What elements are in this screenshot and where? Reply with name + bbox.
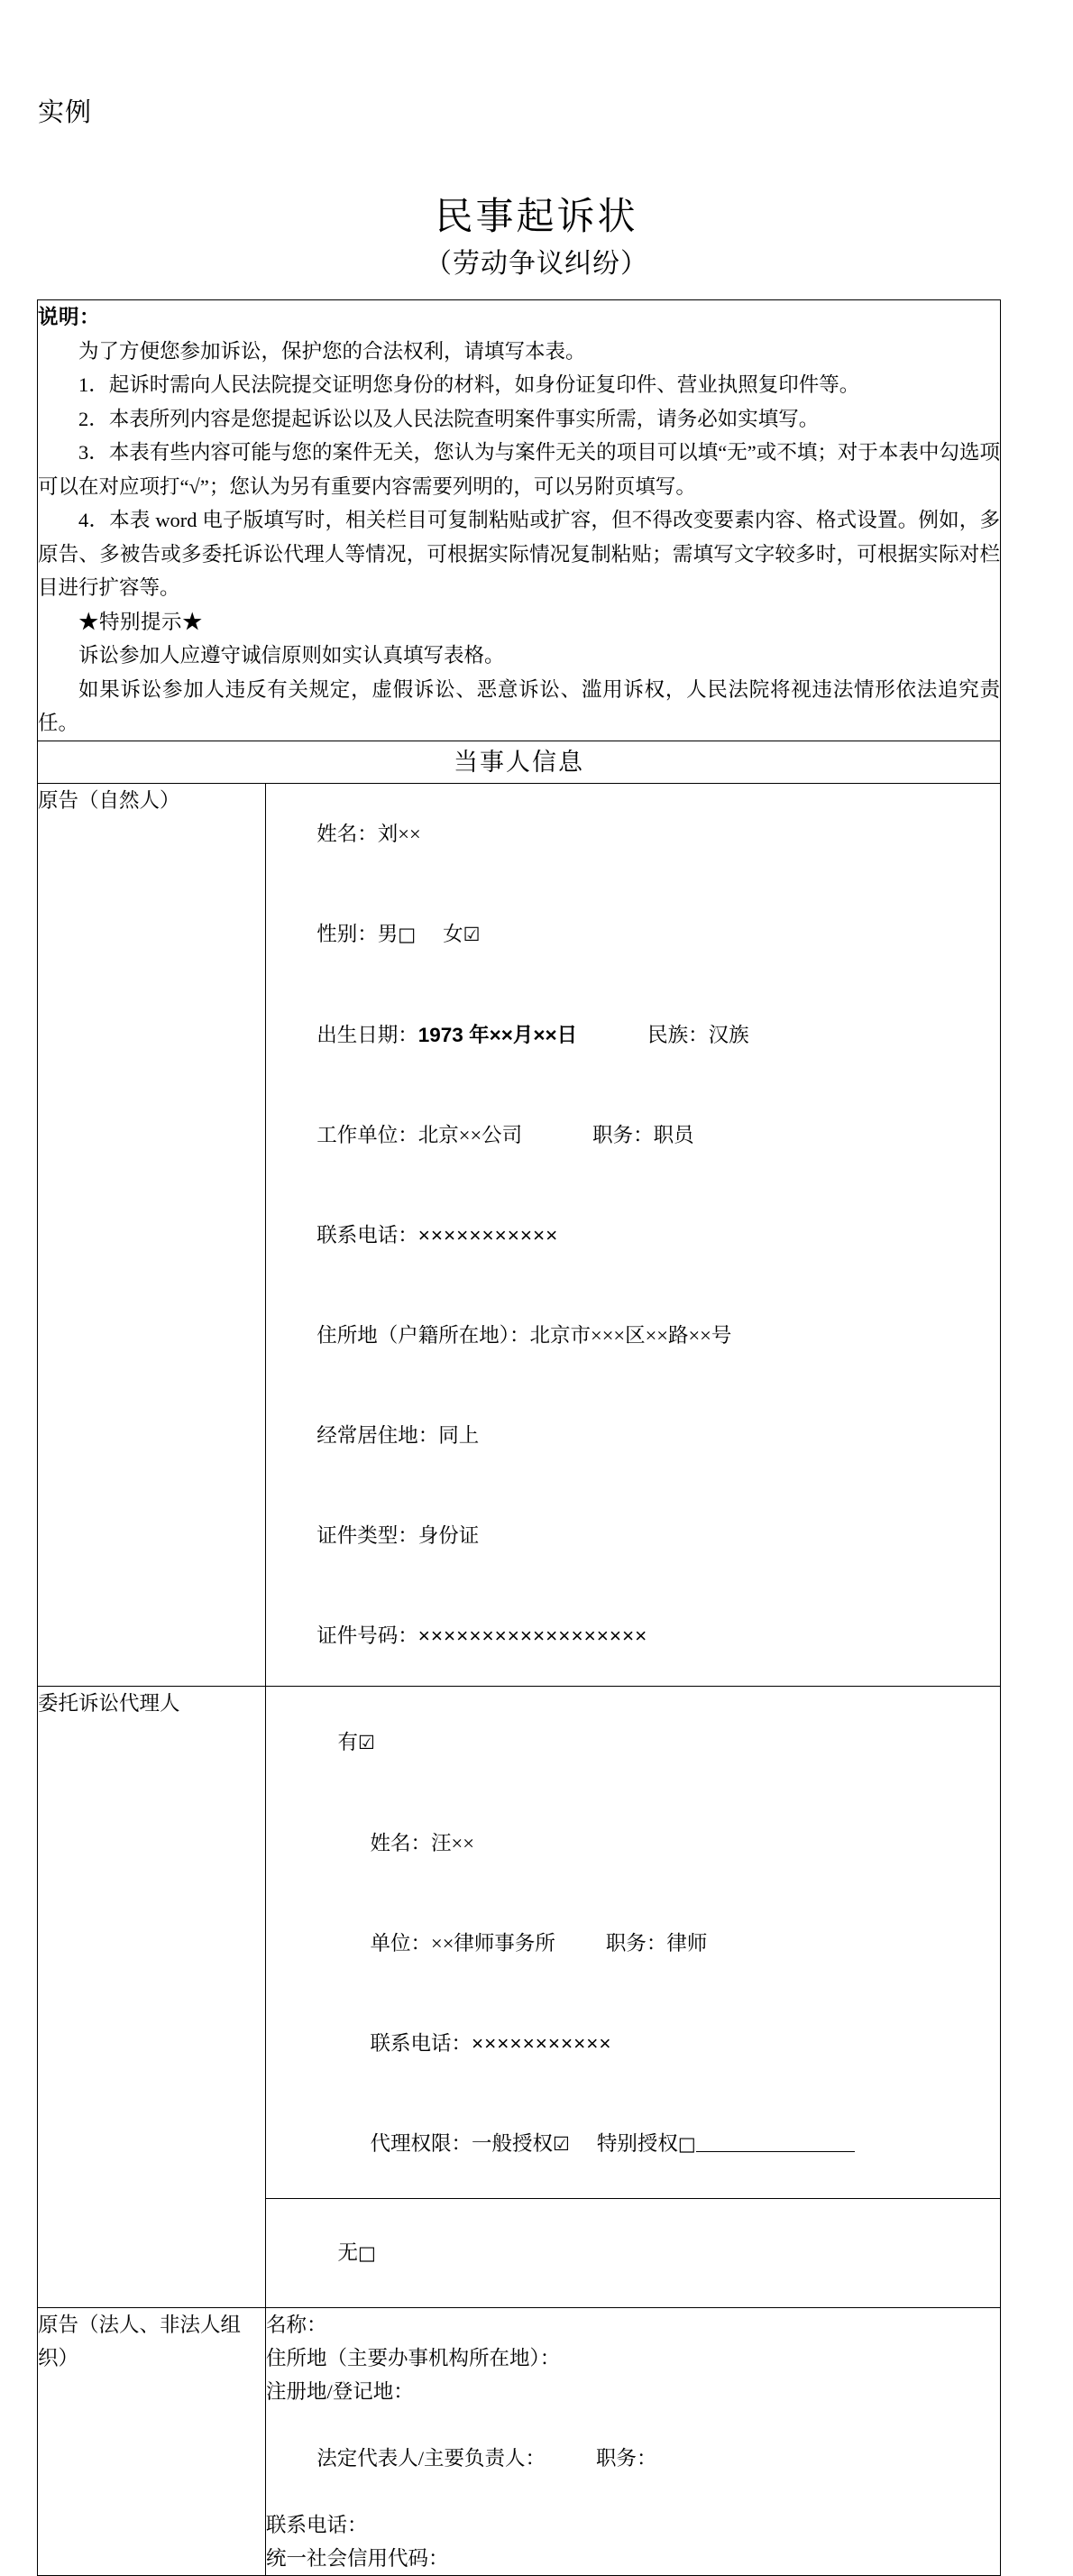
gender-female-text: 女 xyxy=(443,922,463,945)
legal-field-phone: 联系电话： xyxy=(266,2513,368,2536)
page-label: 实例 xyxy=(38,98,93,127)
field-birth-label: 出生日期： xyxy=(316,1023,418,1046)
agent-special-authority-checkbox[interactable]: □ xyxy=(677,2132,696,2155)
field-id-type-value: 身份证 xyxy=(417,1523,480,1547)
agent-fields xyxy=(266,1686,1001,2307)
agent-general-authority-text: 一般授权 xyxy=(472,2131,554,2155)
legal-field-registration: 注册地/登记地： xyxy=(266,2379,414,2403)
party-section-header-row xyxy=(38,741,1001,783)
gender-male-checkbox[interactable]: □ xyxy=(398,923,417,945)
special-notice-line-1: 诉讼参加人应遵守诚信原则如实认真填写表格。 xyxy=(78,644,505,667)
field-ethnicity-value: 汉族 xyxy=(708,1023,749,1046)
field-residence-value: 同上 xyxy=(438,1423,480,1447)
field-birth-ethnicity xyxy=(266,985,1000,1085)
title-block xyxy=(0,191,1073,283)
special-notice-heading: ★特别提示★ xyxy=(78,610,204,633)
agent-label: 委托诉讼代理人 xyxy=(38,1686,266,2307)
field-id-number-value: ×××××××××××××××××× xyxy=(417,1624,648,1647)
agent-field-authority xyxy=(277,2093,993,2194)
field-address-value: 北京市×××区××路××号 xyxy=(529,1323,732,1347)
plaintiff-natural-row xyxy=(38,783,1001,1686)
agent-field-unit-position xyxy=(277,1893,993,1993)
field-phone-label: 联系电话： xyxy=(316,1223,418,1247)
field-position-value: 职员 xyxy=(653,1123,694,1146)
legal-field-credit-code: 统一社会信用代码： xyxy=(266,2546,449,2570)
field-employer-position xyxy=(266,1085,1000,1185)
plaintiff-legal-row xyxy=(38,2307,1001,2575)
field-id-type-label: 证件类型： xyxy=(316,1523,418,1547)
plaintiff-natural-label: 原告（自然人） xyxy=(38,783,266,1686)
plaintiff-legal-label: 原告（法人、非法人组织） xyxy=(38,2307,266,2575)
field-gender xyxy=(266,884,1000,985)
legal-field-name: 名称： xyxy=(266,2313,327,2336)
agent-name-label: 姓名： xyxy=(370,1831,432,1854)
field-id-number xyxy=(266,1586,1000,1686)
agent-unit-value: ××律师事务所 xyxy=(431,1931,555,1955)
legal-field-address: 住所地（主要办事机构所在地）： xyxy=(266,2346,561,2369)
field-position-label: 职务： xyxy=(592,1123,654,1146)
legal-representative-label: 法定代表人/主要负责人： xyxy=(316,2446,546,2470)
legal-field-representative-position xyxy=(266,2408,1000,2508)
field-id-type xyxy=(266,1486,1000,1586)
plaintiff-natural-fields xyxy=(266,783,1001,1686)
agent-position-value: 律师 xyxy=(666,1931,708,1955)
agent-phone-label: 联系电话： xyxy=(370,2031,472,2055)
field-residence xyxy=(266,1385,1000,1486)
plaintiff-legal-fields xyxy=(266,2307,1001,2575)
agent-name-value: 汪×× xyxy=(431,1831,474,1854)
gender-male-text: 男 xyxy=(377,922,399,945)
field-birth-value: 1973 年××月××日 xyxy=(417,1023,578,1046)
field-ethnicity-label: 民族： xyxy=(647,1023,709,1046)
agent-has-block xyxy=(266,1687,1000,2198)
form-table xyxy=(37,299,1001,2576)
instructions-lead: 为了方便您参加诉讼，保护您的合法权利，请填写本表。 xyxy=(78,339,586,363)
agent-authority-label: 代理权限： xyxy=(370,2131,472,2155)
party-section-header: 当事人信息 xyxy=(38,741,1001,783)
agent-has-checkbox[interactable]: ☑ xyxy=(358,1731,375,1753)
agent-has xyxy=(277,1692,993,1793)
document-subtitle: （劳动争议纠纷） xyxy=(425,249,648,279)
agent-general-authority-checkbox[interactable]: ☑ xyxy=(553,2132,570,2155)
agent-special-authority-blank[interactable] xyxy=(696,2133,855,2152)
agent-none-block xyxy=(266,2198,1000,2307)
instructions-item-4: 4．本表 word 电子版填写时，相关栏目可复制粘贴或扩容，但不得改变要素内容、格式设置。例如，多原告、多被告或多委托诉讼代理人等情况，可根据实际情况复制粘贴；需填写文字较多时，可根据实际对栏目进行扩容等。 xyxy=(38,509,1000,599)
instructions-row xyxy=(38,300,1001,741)
agent-special-authority-text: 特别授权 xyxy=(596,2131,678,2155)
instructions-item-2: 2．本表所列内容是您提起诉讼以及人民法院查明案件事实所需，请务必如实填写。 xyxy=(78,407,820,430)
field-phone-value: ××××××××××× xyxy=(417,1223,559,1247)
instructions-item-3: 3．本表有些内容可能与您的案件无关，您认为与案件无关的项目可以填“无”或不填；对于本表中勾选项可以在对应项打“√”；您认为另有重要内容需要列明的，可以另附页填写。 xyxy=(38,441,1000,498)
agent-phone-value: ××××××××××× xyxy=(472,2031,612,2055)
agent-row xyxy=(38,1686,1001,2307)
field-address xyxy=(266,1285,1000,1385)
field-address-label: 住所地（户籍所在地）： xyxy=(316,1323,530,1347)
field-id-number-label: 证件号码： xyxy=(316,1624,418,1647)
instructions-heading: 说明： xyxy=(38,306,101,328)
field-employer-label: 工作单位： xyxy=(316,1123,418,1146)
legal-position-label: 职务： xyxy=(596,2446,657,2470)
instructions-cell xyxy=(38,300,1001,741)
field-employer-value: 北京××公司 xyxy=(417,1123,523,1146)
agent-unit-label: 单位： xyxy=(370,1931,432,1955)
agent-position-label: 职务： xyxy=(605,1931,667,1955)
agent-has-label: 有 xyxy=(337,1730,359,1753)
special-notice-line-2: 如果诉讼参加人违反有关规定，虚假诉讼、恶意诉讼、滥用诉权，人民法院将视违法情形依法追究责任。 xyxy=(38,677,1000,734)
field-residence-label: 经常居住地： xyxy=(316,1423,439,1447)
gender-female-checkbox[interactable]: ☑ xyxy=(463,923,481,945)
field-name xyxy=(266,784,1000,884)
field-name-value: 刘×× xyxy=(377,822,421,845)
field-phone xyxy=(266,1185,1000,1285)
instructions-item-1: 1．起诉时需向人民法院提交证明您身份的材料，如身份证复印件、营业执照复印件等。 xyxy=(78,373,860,396)
agent-none-label: 无 xyxy=(337,2240,359,2264)
agent-field-name xyxy=(277,1793,993,1893)
agent-field-phone xyxy=(277,1993,993,2093)
agent-none xyxy=(277,2203,993,2304)
field-gender-label: 性别： xyxy=(316,922,378,945)
field-name-label: 姓名： xyxy=(316,822,378,845)
document-title: 民事起诉状 xyxy=(435,195,638,237)
agent-none-checkbox[interactable]: □ xyxy=(358,2241,376,2264)
